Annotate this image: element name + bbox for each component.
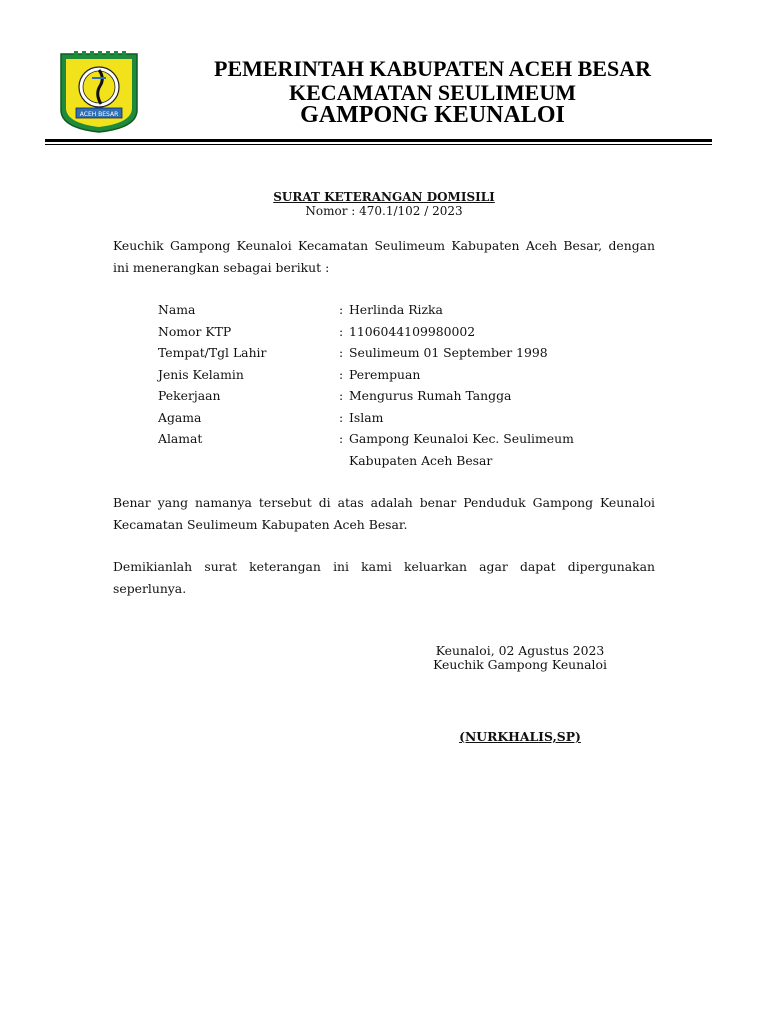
opening-paragraph: Keuchik Gampong Keunaloi Kecamatan Seulimeum Kabupaten Aceh Besar, dengan ini menerangkan sebagai berikut : — [113, 238, 655, 275]
field-label-birth: Tempat/Tgl Lahir — [158, 345, 267, 360]
statement-paragraph: Benar yang namanya tersebut di atas adalah benar Penduduk Gampong Keunaloi Kecamatan Seulimeum Kabupaten Aceh Besar. — [113, 495, 655, 532]
field-label-occupation: Pekerjaan — [158, 388, 221, 403]
field-colon: : — [339, 302, 344, 317]
field-value-address-line2: Kabupaten Aceh Besar — [349, 453, 493, 468]
letterhead-line-3: GAMPONG KEUNALOI — [300, 102, 565, 128]
letterhead-line-2: KECAMATAN SEULIMEUM — [288, 80, 577, 105]
signatory-name: (NURKHALIS,SP) — [459, 729, 581, 744]
field-value-ktp: 1106044109980002 — [349, 324, 476, 339]
field-value-birth: Seulimeum 01 September 1998 — [349, 345, 548, 360]
aceh-besar-emblem-icon — [58, 48, 140, 134]
field-colon: : — [339, 431, 344, 446]
field-label-gender: Jenis Kelamin — [158, 367, 244, 382]
field-value-gender: Perempuan — [349, 367, 421, 382]
field-label-nama: Nama — [158, 302, 196, 317]
closing-paragraph: Demikianlah surat keterangan ini kami keluarkan agar dapat dipergunakan seperlunya. — [113, 559, 655, 596]
letterhead-divider-thin — [45, 144, 712, 145]
document-number: Nomor : 470.1/102 / 2023 — [305, 204, 463, 218]
field-value-religion: Islam — [349, 410, 384, 425]
document-title: SURAT KETERANGAN DOMISILI — [273, 190, 495, 204]
field-label-ktp: Nomor KTP — [158, 324, 232, 339]
field-colon: : — [339, 367, 344, 382]
letterhead-divider — [45, 139, 712, 142]
signature-place-date: Keunaloi, 02 Agustus 2023 — [435, 643, 605, 658]
field-label-religion: Agama — [158, 410, 202, 425]
field-label-address: Alamat — [158, 431, 203, 446]
field-colon: : — [339, 345, 344, 360]
field-value-occupation: Mengurus Rumah Tangga — [349, 388, 512, 403]
field-value-nama: Herlinda Rizka — [349, 302, 443, 317]
signature-position: Keuchik Gampong Keunaloi — [433, 657, 607, 672]
emblem-text: ACEH BESAR — [79, 111, 119, 118]
field-colon: : — [339, 324, 344, 339]
field-colon: : — [339, 410, 344, 425]
field-colon: : — [339, 388, 344, 403]
letterhead-line-1: PEMERINTAH KABUPATEN ACEH BESAR — [214, 56, 651, 81]
field-value-address: Gampong Keunaloi Kec. Seulimeum — [349, 431, 574, 446]
